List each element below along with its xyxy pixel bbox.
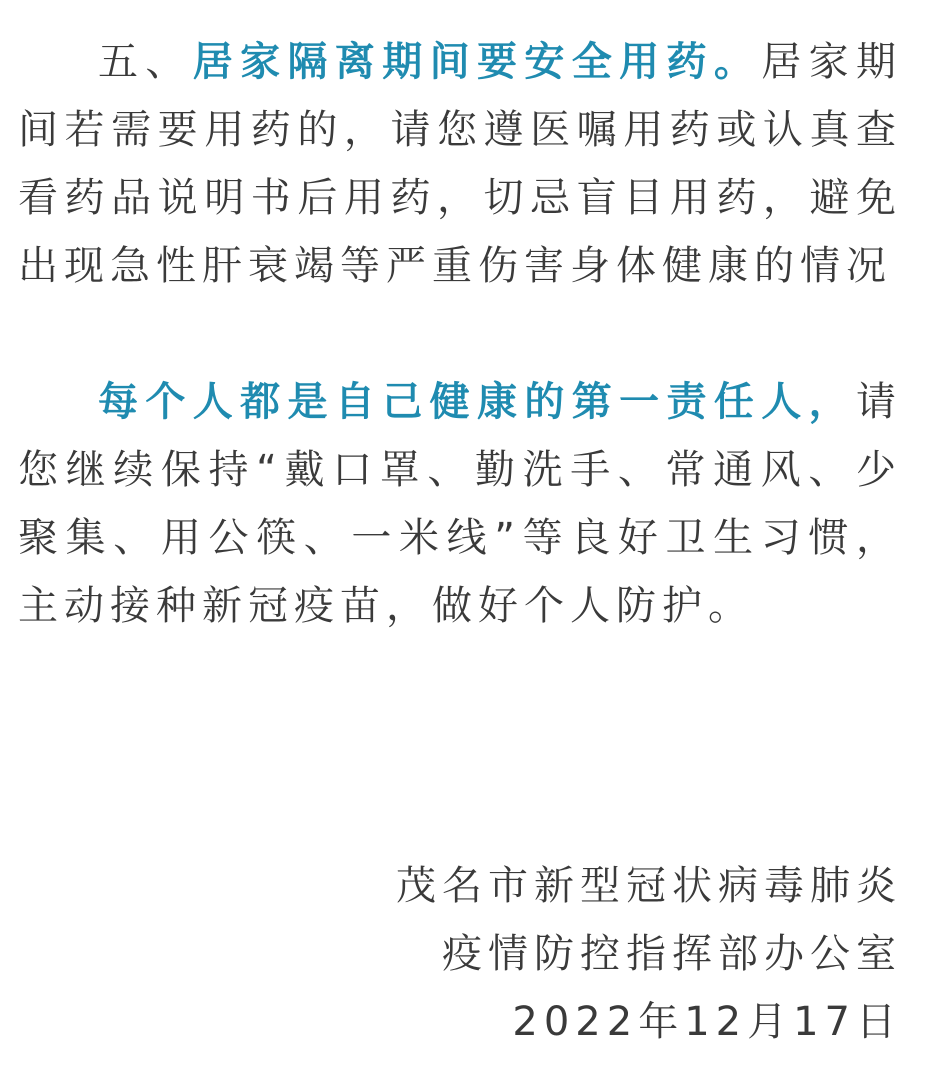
section-number: 五、 [98, 39, 193, 85]
paragraph-personal-responsibility [18, 368, 902, 640]
signature-block [396, 852, 902, 1056]
section-heading: 居家隔离期间要安全用药。 [192, 39, 762, 85]
signature-date: 2022年12月17日 [512, 999, 902, 1045]
paragraph-safe-medication [18, 28, 902, 300]
signature-org-line-2: 疫情防控指挥部办公室 [442, 931, 902, 977]
document-body [18, 28, 902, 640]
signature-org-line-1: 茂名市新型冠状病毒肺炎 [396, 863, 902, 909]
closing-body: 请您继续保持“戴口罩、勤洗手、常通风、少聚集、用公筷、一米线”等良好卫生习惯，主动接种新冠疫苗，做好个人防护。 [18, 379, 902, 629]
section-body: 居家期间若需要用药的，请您遵医嘱用药或认真查看药品说明书后用药，切忌盲目用药，避免出现急性肝衰竭等严重伤害身体健康的情况 [18, 39, 902, 289]
closing-heading: 每个人都是自己健康的第一责任人， [98, 379, 856, 425]
